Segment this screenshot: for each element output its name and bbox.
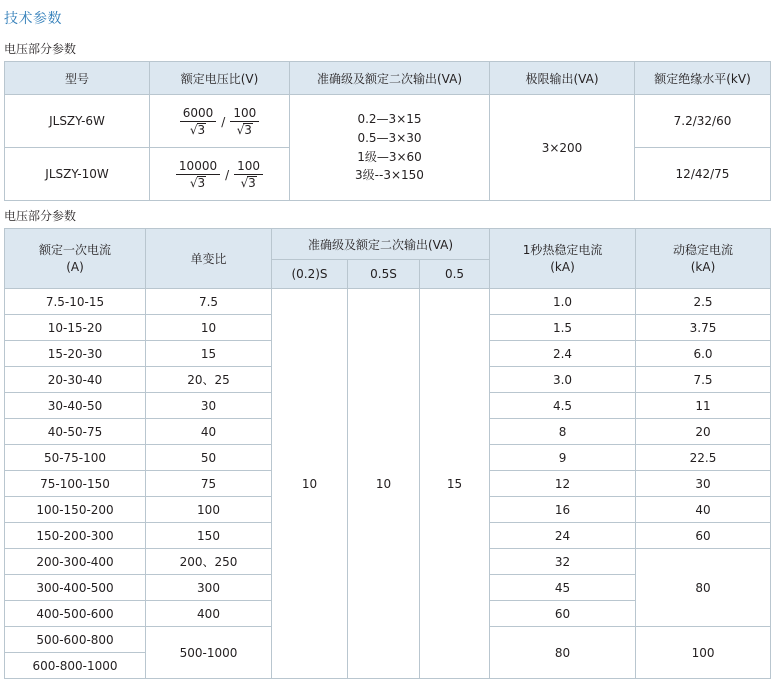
table2-header-accuracy-output: 准确级及额定二次输出(VA) bbox=[272, 229, 490, 260]
section-label-2: 电压部分参数 bbox=[4, 209, 77, 223]
table2-ratio-11: 300 bbox=[146, 575, 272, 601]
table1-header-limit-output: 极限输出(VA) bbox=[490, 62, 635, 95]
table2-dynamic-4: 11 bbox=[636, 393, 771, 419]
ratio-slash-2: / bbox=[225, 167, 230, 182]
table1-model-2: JLSZY-10W bbox=[5, 148, 150, 201]
table-row bbox=[5, 289, 771, 315]
table2-current-4: 30-40-50 bbox=[5, 393, 146, 419]
table2-current-12: 400-500-600 bbox=[5, 601, 146, 627]
section-label-1: 电压部分参数 bbox=[4, 42, 77, 56]
ratio-expression-1 bbox=[180, 107, 260, 136]
table2-current-6: 50-75-100 bbox=[5, 445, 146, 471]
table2-accuracy-02s-value: 10 bbox=[272, 289, 348, 679]
table2-accuracy-05-value: 15 bbox=[420, 289, 490, 679]
table2-header-class-05s: 0.5S bbox=[348, 260, 420, 289]
table2-ratio-1: 10 bbox=[146, 315, 272, 341]
page-title: 技术参数 bbox=[4, 11, 62, 27]
sqrt-icon: √ 3 bbox=[240, 176, 256, 190]
table2-current-5: 40-50-75 bbox=[5, 419, 146, 445]
thermal-current-label: 1秒热稳定电流 bbox=[522, 243, 603, 258]
table2-thermal-5: 8 bbox=[490, 419, 636, 445]
table2-current-3: 20-30-40 bbox=[5, 367, 146, 393]
table2-header-class-05: 0.5 bbox=[420, 260, 490, 289]
table2-thermal-4: 4.5 bbox=[490, 393, 636, 419]
accuracy-output-item: 0.2—3×15 bbox=[357, 112, 422, 127]
table-row bbox=[5, 95, 771, 148]
table2-current-14: 600-800-1000 bbox=[5, 653, 146, 679]
table2-ratio-8: 100 bbox=[146, 497, 272, 523]
table2-dynamic-13: 100 bbox=[636, 627, 771, 679]
table2-ratio-10: 200、250 bbox=[146, 549, 272, 575]
accuracy-output-list bbox=[292, 106, 487, 188]
primary-current-unit: (A) bbox=[66, 259, 84, 274]
table1-header-accuracy-output: 准确级及额定二次输出(VA) bbox=[290, 62, 490, 95]
table2-ratio-3: 20、25 bbox=[146, 367, 272, 393]
table1-model-1: JLSZY-6W bbox=[5, 95, 150, 148]
dynamic-current-unit: (kA) bbox=[690, 259, 716, 274]
table2-ratio-2: 15 bbox=[146, 341, 272, 367]
table2-ratio-5: 40 bbox=[146, 419, 272, 445]
table2-thermal-3: 3.0 bbox=[490, 367, 636, 393]
table2-thermal-12: 60 bbox=[490, 601, 636, 627]
table2-thermal-9: 24 bbox=[490, 523, 636, 549]
table2-thermal-10: 32 bbox=[490, 549, 636, 575]
table1-header-voltage-ratio: 额定电压比(V) bbox=[150, 62, 290, 95]
ratio-expression-2 bbox=[176, 160, 263, 189]
table2-dynamic-3: 7.5 bbox=[636, 367, 771, 393]
table2-ratio-7: 75 bbox=[146, 471, 272, 497]
table2-dynamic-5: 20 bbox=[636, 419, 771, 445]
table2-thermal-7: 12 bbox=[490, 471, 636, 497]
table2-current-10: 200-300-400 bbox=[5, 549, 146, 575]
primary-current-label: 额定一次电流 bbox=[38, 243, 111, 258]
table2-thermal-13: 80 bbox=[490, 627, 636, 679]
table2-header-thermal-current bbox=[490, 229, 636, 289]
table2-current-11: 300-400-500 bbox=[5, 575, 146, 601]
accuracy-output-item: 3级--3×150 bbox=[355, 168, 424, 183]
voltage-parameters-table bbox=[4, 61, 771, 201]
accuracy-output-item: 0.5—3×30 bbox=[357, 130, 422, 145]
table2-current-9: 150-200-300 bbox=[5, 523, 146, 549]
table2-dynamic-6: 22.5 bbox=[636, 445, 771, 471]
ratio-slash-1: / bbox=[221, 114, 226, 129]
table2-header-dynamic-current bbox=[636, 229, 771, 289]
dynamic-current-label: 动稳定电流 bbox=[673, 243, 734, 258]
table2-thermal-2: 2.4 bbox=[490, 341, 636, 367]
current-parameters-table bbox=[4, 228, 771, 679]
table2-thermal-1: 1.5 bbox=[490, 315, 636, 341]
table2-dynamic-2: 6.0 bbox=[636, 341, 771, 367]
table2-current-7: 75-100-150 bbox=[5, 471, 146, 497]
table2-current-0: 7.5-10-15 bbox=[5, 289, 146, 315]
table2-current-2: 15-20-30 bbox=[5, 341, 146, 367]
table2-dynamic-8: 40 bbox=[636, 497, 771, 523]
sqrt-icon: √ 3 bbox=[190, 176, 206, 190]
table2-header-class-02s: (0.2)S bbox=[272, 260, 348, 289]
table2-dynamic-7: 30 bbox=[636, 471, 771, 497]
table2-header-row-1 bbox=[5, 229, 771, 260]
table1-header-insulation-level: 额定绝缘水平(kV) bbox=[635, 62, 771, 95]
ratio-left-2: 10000 √ 3 bbox=[176, 160, 220, 189]
table1-ratio-2 bbox=[150, 148, 290, 201]
sqrt-icon: √ 3 bbox=[237, 123, 253, 137]
table1-ratio-1 bbox=[150, 95, 290, 148]
table2-ratio-4: 30 bbox=[146, 393, 272, 419]
thermal-current-unit: (kA) bbox=[550, 259, 575, 274]
table1-header-model: 型号 bbox=[5, 62, 150, 95]
table2-ratio-12: 400 bbox=[146, 601, 272, 627]
sqrt-icon: √ 3 bbox=[190, 123, 206, 137]
ratio-left-1: 6000 √ 3 bbox=[180, 107, 217, 136]
table2-thermal-11: 45 bbox=[490, 575, 636, 601]
table2-dynamic-80: 80 bbox=[636, 549, 771, 627]
table2-header-primary-current bbox=[5, 229, 146, 289]
table1-limit-output-value: 3×200 bbox=[490, 95, 635, 201]
ratio-right-2: 100 √ 3 bbox=[234, 160, 263, 189]
ratio-right-1: 100 √ 3 bbox=[230, 107, 259, 136]
table2-current-8: 100-150-200 bbox=[5, 497, 146, 523]
table2-thermal-0: 1.0 bbox=[490, 289, 636, 315]
table2-current-1: 10-15-20 bbox=[5, 315, 146, 341]
table1-header-row bbox=[5, 62, 771, 95]
table1-insulation-2: 12/42/75 bbox=[635, 148, 771, 201]
table2-accuracy-05s-value: 10 bbox=[348, 289, 420, 679]
table2-ratio-6: 50 bbox=[146, 445, 272, 471]
table2-ratio-9: 150 bbox=[146, 523, 272, 549]
table2-header-single-ratio: 单变比 bbox=[146, 229, 272, 289]
table2-ratio-13: 500-1000 bbox=[146, 627, 272, 679]
table1-insulation-1: 7.2/32/60 bbox=[635, 95, 771, 148]
table2-thermal-8: 16 bbox=[490, 497, 636, 523]
table2-dynamic-9: 60 bbox=[636, 523, 771, 549]
table2-ratio-0: 7.5 bbox=[146, 289, 272, 315]
table1-accuracy-output-cell bbox=[290, 95, 490, 201]
accuracy-output-item: 1级—3×60 bbox=[357, 149, 422, 164]
table2-dynamic-0: 2.5 bbox=[636, 289, 771, 315]
table2-thermal-6: 9 bbox=[490, 445, 636, 471]
table2-current-13: 500-600-800 bbox=[5, 627, 146, 653]
table2-dynamic-1: 3.75 bbox=[636, 315, 771, 341]
